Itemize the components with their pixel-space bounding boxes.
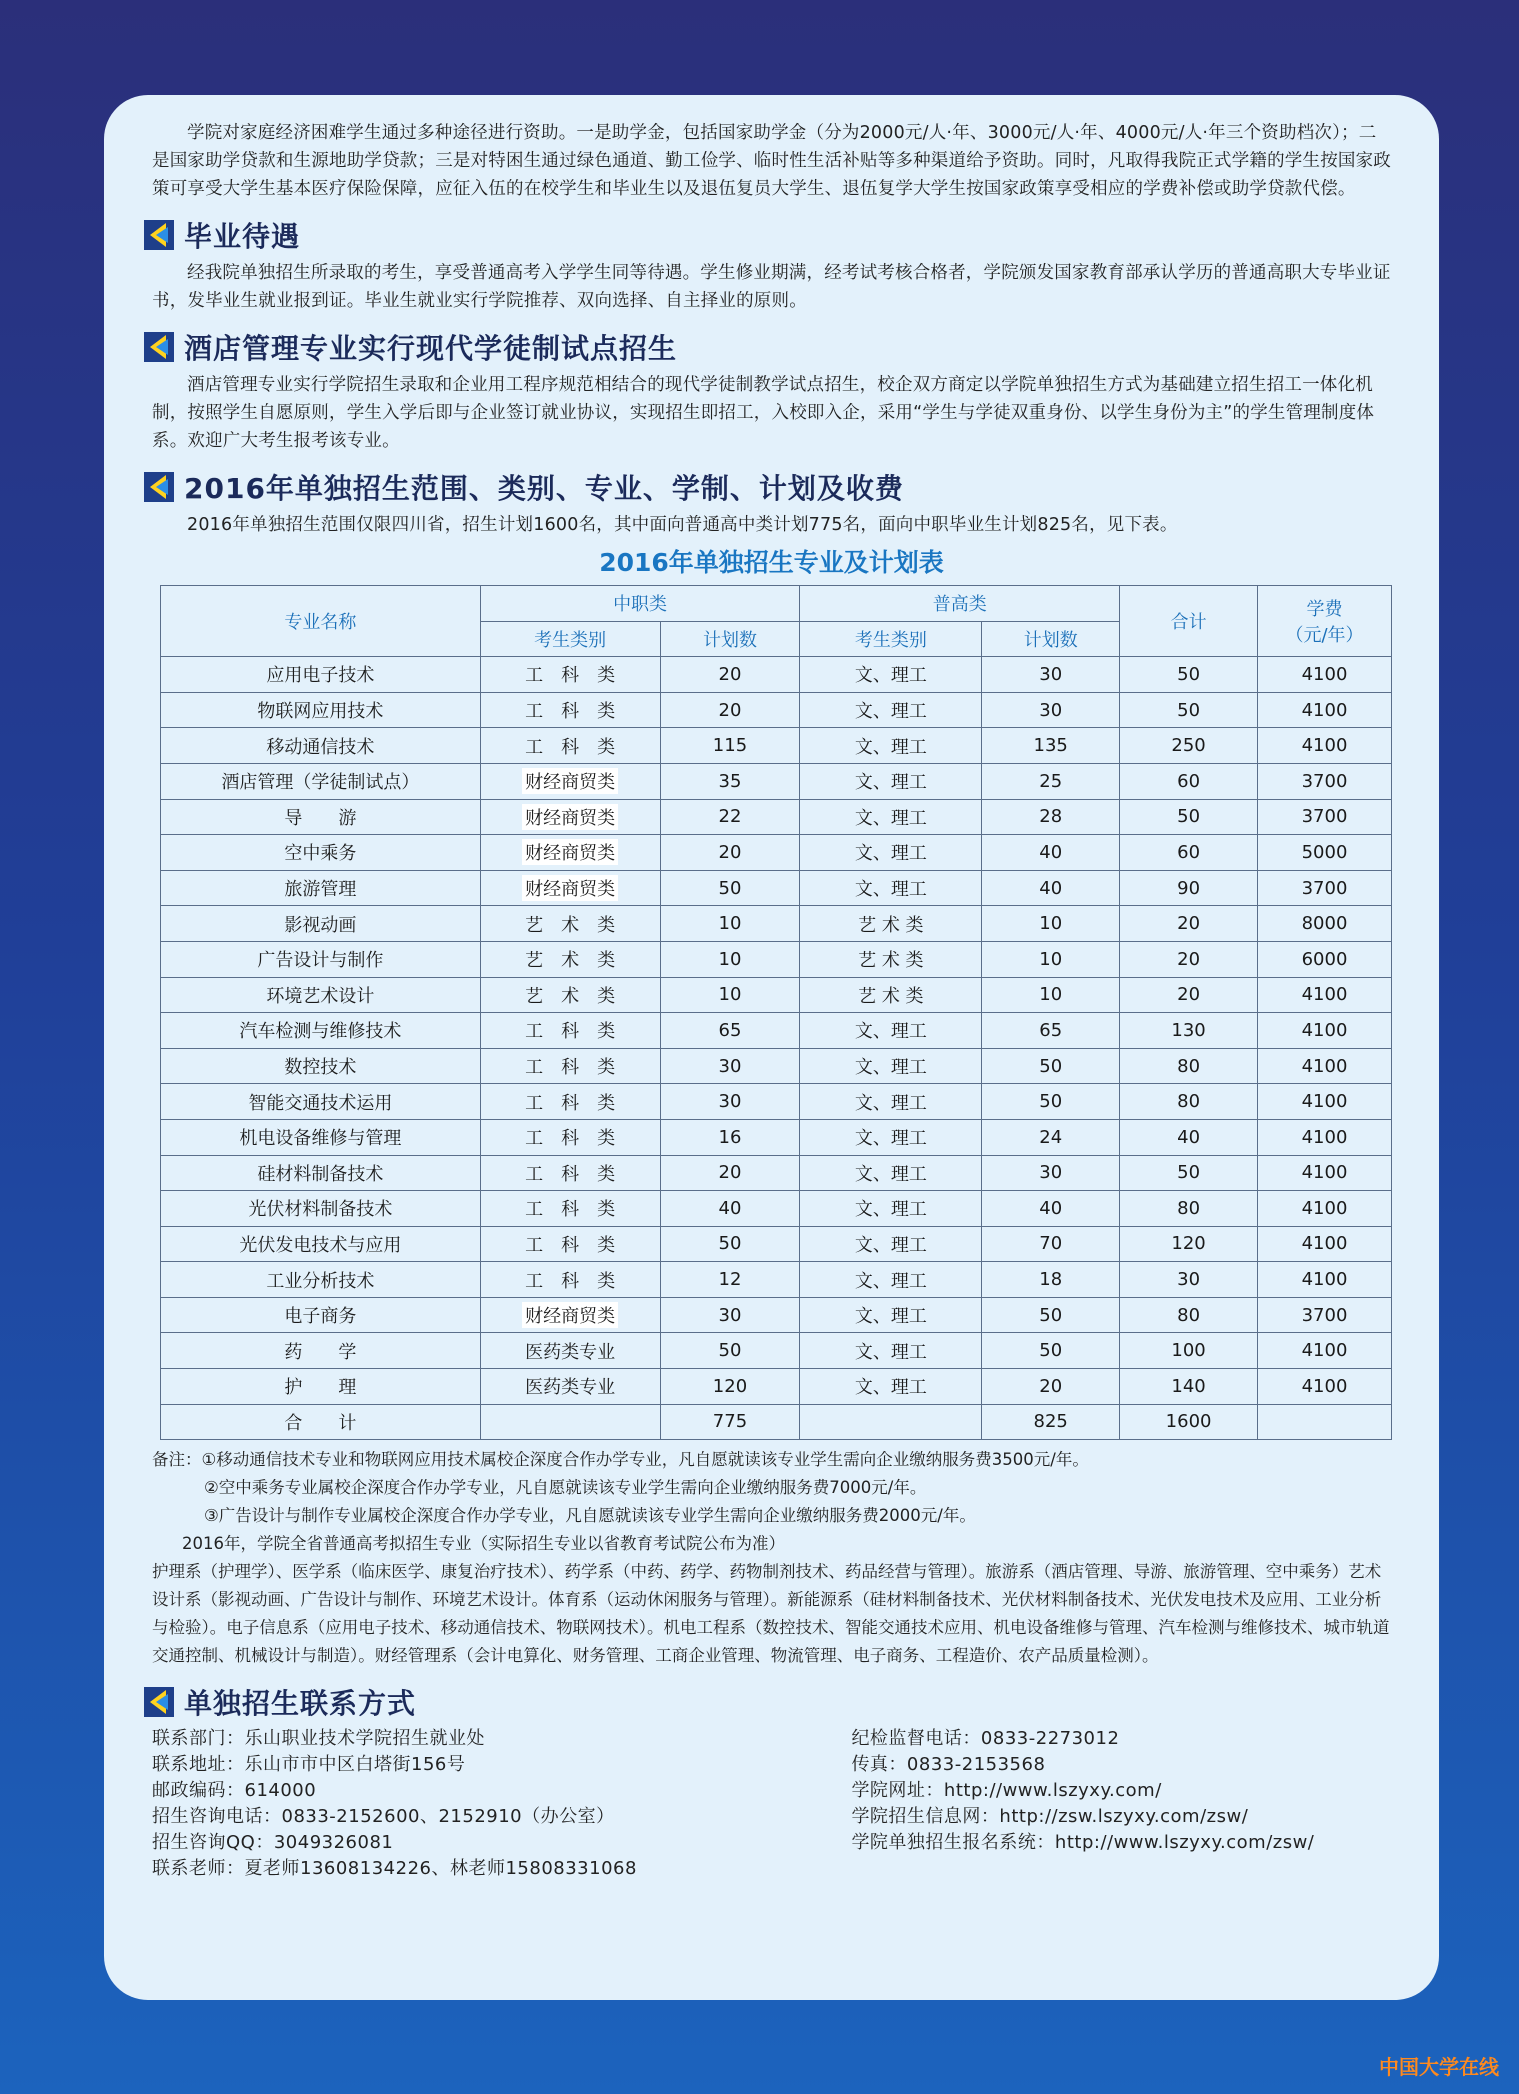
g-category-cell: 文、理工	[800, 1155, 982, 1191]
contact-line: 联系老师：夏老师13608134226、林老师15808331068	[152, 1858, 637, 1880]
enrollment-plan-table	[160, 585, 1392, 1440]
total-cell: 50	[1120, 799, 1258, 835]
fee-cell: 3700	[1258, 870, 1392, 906]
g-category-cell: 文、理工	[800, 835, 982, 871]
g-category-cell: 文、理工	[800, 728, 982, 764]
g-plan-cell: 50	[982, 1297, 1120, 1333]
major-cell: 电子商务	[161, 1297, 481, 1333]
section-contact-header	[144, 1684, 1391, 1720]
g-category-cell: 文、理工	[800, 763, 982, 799]
major-cell: 智能交通技术运用	[161, 1084, 481, 1120]
fee-cell: 4100	[1258, 692, 1392, 728]
category-label: 艺 术 类	[525, 985, 616, 1007]
scope-paragraph: 2016年单独招生范围仅限四川省，招生计划1600名，其中面向普通高中类计划775名，面向中职毕业生计划825名，见下表。	[187, 515, 1178, 535]
header-general: 普高类	[800, 586, 1120, 622]
notes-block	[152, 1446, 1391, 1670]
section-arrow-icon	[144, 472, 174, 502]
watermark-logo: 中国大学在线	[1379, 2055, 1499, 2079]
v-category-cell	[480, 1119, 660, 1155]
v-plan-cell: 30	[660, 1297, 800, 1333]
table-row	[161, 1333, 1392, 1369]
v-category-cell	[480, 906, 660, 942]
total-cell: 50	[1120, 1155, 1258, 1191]
total-cell: 60	[1120, 835, 1258, 871]
v-plan-cell: 20	[660, 692, 800, 728]
g-plan-cell: 30	[982, 657, 1120, 693]
total-cell: 140	[1120, 1369, 1258, 1405]
hotel-paragraph: 酒店管理专业实行学院招生录取和企业用工程序规范相结合的现代学徒制教学试点招生，校企双方商定以学院单独招生方式为基础建立招生招工一体化机制，按照学生自愿原则，学生入学后即与企业签订就业协议，实现招生即招工，入校即入企，采用“学生与学徒双重身份、以学生身份为主”的学生管理制度体系。欢迎广大考生报考该专业。	[152, 375, 1375, 451]
total-cell: 80	[1120, 1191, 1258, 1227]
category-label: 财经商贸类	[522, 839, 618, 865]
v-category-cell	[480, 1226, 660, 1262]
major-cell: 光伏材料制备技术	[161, 1191, 481, 1227]
category-label: 财经商贸类	[522, 768, 618, 794]
v-category-cell	[480, 1084, 660, 1120]
header-fee-unit: （元/年）	[1285, 625, 1364, 647]
total-cell: 30	[1120, 1262, 1258, 1298]
total-g-plan: 825	[982, 1404, 1120, 1440]
table-body	[161, 657, 1392, 1404]
v-category-cell	[480, 728, 660, 764]
contact-link[interactable]: 学院招生信息网：http://zsw.lszyxy.com/zsw/	[851, 1806, 1249, 1828]
v-category-cell	[480, 1333, 660, 1369]
v-category-cell	[480, 1262, 660, 1298]
total-fee	[1258, 1404, 1392, 1440]
table-row	[161, 977, 1392, 1013]
g-category-cell: 文、理工	[800, 1084, 982, 1120]
g-plan-cell: 24	[982, 1119, 1120, 1155]
major-cell: 药 学	[161, 1333, 481, 1369]
g-category-cell: 艺 术 类	[800, 977, 982, 1013]
total-cell: 90	[1120, 870, 1258, 906]
category-label: 艺 术 类	[525, 914, 616, 936]
g-category-cell: 文、理工	[800, 1191, 982, 1227]
major-cell: 酒店管理（学徒制试点）	[161, 763, 481, 799]
category-label: 工 科 类	[525, 701, 616, 723]
total-sum: 1600	[1120, 1404, 1258, 1440]
section-scope-header	[144, 469, 1391, 505]
total-cell: 40	[1120, 1119, 1258, 1155]
table-row	[161, 1119, 1392, 1155]
g-category-cell: 文、理工	[800, 692, 982, 728]
header-g-category: 考生类别	[800, 621, 982, 657]
fee-cell: 5000	[1258, 835, 1392, 871]
contact-line: 邮政编码：614000	[152, 1780, 317, 1802]
total-cell: 80	[1120, 1084, 1258, 1120]
v-plan-cell: 10	[660, 941, 800, 977]
contact-right-column	[851, 1726, 1391, 1882]
fee-cell: 4100	[1258, 1084, 1392, 1120]
major-cell: 护 理	[161, 1369, 481, 1405]
major-cell: 机电设备维修与管理	[161, 1119, 481, 1155]
table-row	[161, 835, 1392, 871]
g-category-cell: 文、理工	[800, 1369, 982, 1405]
content-panel	[104, 95, 1439, 2000]
contact-line: 招生咨询电话：0833-2152600、2152910（办公室）	[152, 1806, 615, 1828]
g-plan-cell: 10	[982, 941, 1120, 977]
v-category-cell	[480, 941, 660, 977]
header-v-plan: 计划数	[660, 621, 800, 657]
category-label: 工 科 类	[525, 1128, 616, 1150]
major-cell: 导 游	[161, 799, 481, 835]
section-graduation-header	[144, 217, 1391, 253]
fee-cell: 3700	[1258, 1297, 1392, 1333]
major-cell: 硅材料制备技术	[161, 1155, 481, 1191]
g-plan-cell: 50	[982, 1048, 1120, 1084]
total-cell: 60	[1120, 763, 1258, 799]
contact-left-column	[152, 1726, 851, 1882]
major-cell: 工业分析技术	[161, 1262, 481, 1298]
v-category-cell	[480, 1013, 660, 1049]
g-plan-cell: 50	[982, 1333, 1120, 1369]
table-row	[161, 941, 1392, 977]
g-plan-cell: 18	[982, 1262, 1120, 1298]
major-cell: 移动通信技术	[161, 728, 481, 764]
v-category-cell	[480, 835, 660, 871]
v-plan-cell: 20	[660, 835, 800, 871]
total-cell: 250	[1120, 728, 1258, 764]
intro-paragraph: 学院对家庭经济困难学生通过多种途径进行资助。一是助学金，包括国家助学金（分为2000元/人·年、3000元/人·年、4000元/人·年三个资助档次）；二是国家助学贷款和生源地助学贷款；三是对特困生通过绿色通道、勤工俭学、临时性生活补贴等多种渠道给予资助。同时，凡取得我院正式学籍的学生按国家政策可享受大学生基本医疗保险保障，应征入伍的在校学生和毕业生以及退伍复员大学生、退伍复学大学生按国家政策享受相应的学费补偿或助学贷款代偿。	[152, 123, 1391, 199]
header-major: 专业名称	[161, 586, 481, 657]
category-label: 财经商贸类	[522, 1302, 618, 1328]
table-row	[161, 1262, 1392, 1298]
v-plan-cell: 30	[660, 1048, 800, 1084]
g-plan-cell: 20	[982, 1369, 1120, 1405]
table-title: 2016年单独招生专业及计划表	[599, 548, 944, 577]
major-cell: 物联网应用技术	[161, 692, 481, 728]
v-plan-cell: 40	[660, 1191, 800, 1227]
v-plan-cell: 50	[660, 1226, 800, 1262]
section-title: 酒店管理专业实行现代学徒制试点招生	[184, 332, 678, 365]
fee-cell: 3700	[1258, 799, 1392, 835]
graduation-paragraph: 经我院单独招生所录取的考生，享受普通高考入学学生同等待遇。学生修业期满，经考试考核合格者，学院颁发国家教育部承认学历的普通高职大专毕业证书，发毕业生就业报到证。毕业生就业实行学院推荐、双向选择、自主择业的原则。	[152, 263, 1391, 311]
v-category-cell	[480, 657, 660, 693]
fee-cell: 4100	[1258, 1262, 1392, 1298]
g-plan-cell: 30	[982, 692, 1120, 728]
table-row	[161, 728, 1392, 764]
table-row	[161, 870, 1392, 906]
contact-line: 招生咨询QQ：3049326081	[152, 1832, 394, 1854]
total-cell: 50	[1120, 657, 1258, 693]
table-row	[161, 1048, 1392, 1084]
header-total: 合计	[1120, 586, 1258, 657]
table-row	[161, 657, 1392, 693]
major-cell: 应用电子技术	[161, 657, 481, 693]
section-title: 单独招生联系方式	[184, 1687, 417, 1721]
g-plan-cell: 40	[982, 870, 1120, 906]
contact-line: 传真：0833-2153568	[851, 1754, 1046, 1776]
fee-cell: 4100	[1258, 1048, 1392, 1084]
major-cell: 影视动画	[161, 906, 481, 942]
category-label: 工 科 类	[525, 665, 616, 687]
note-3: ③广告设计与制作专业属校企深度合作办学专业，凡自愿就读该专业学生需向企业缴纳服务费2000元/年。	[204, 1506, 976, 1526]
fee-cell: 4100	[1258, 1226, 1392, 1262]
g-plan-cell: 25	[982, 763, 1120, 799]
contact-link[interactable]: 学院网址：http://www.lszyxy.com/	[851, 1780, 1162, 1802]
category-label: 工 科 类	[525, 1021, 616, 1043]
g-plan-cell: 50	[982, 1084, 1120, 1120]
total-cell: 20	[1120, 977, 1258, 1013]
section-title: 2016年单独招生范围、类别、专业、学制、计划及收费	[184, 472, 904, 505]
total-v-plan: 775	[660, 1404, 800, 1440]
v-plan-cell: 50	[660, 870, 800, 906]
v-plan-cell: 16	[660, 1119, 800, 1155]
v-category-cell	[480, 1048, 660, 1084]
g-category-cell: 文、理工	[800, 1119, 982, 1155]
g-plan-cell: 28	[982, 799, 1120, 835]
note-2: ②空中乘务专业属校企深度合作办学专业，凡自愿就读该专业学生需向企业缴纳服务费7000元/年。	[204, 1478, 927, 1498]
g-plan-cell: 135	[982, 728, 1120, 764]
header-vocational: 中职类	[480, 586, 800, 622]
category-label: 工 科 类	[525, 1163, 616, 1185]
section-arrow-icon	[144, 220, 174, 250]
v-category-cell	[480, 1369, 660, 1405]
header-g-plan: 计划数	[982, 621, 1120, 657]
g-category-cell: 文、理工	[800, 799, 982, 835]
table-total-row	[161, 1404, 1392, 1440]
total-cell: 20	[1120, 941, 1258, 977]
v-plan-cell: 50	[660, 1333, 800, 1369]
v-category-cell	[480, 799, 660, 835]
v-category-cell	[480, 1155, 660, 1191]
v-category-cell	[480, 977, 660, 1013]
v-plan-cell: 10	[660, 977, 800, 1013]
v-category-cell	[480, 870, 660, 906]
fee-cell: 4100	[1258, 1155, 1392, 1191]
v-category-cell	[480, 692, 660, 728]
v-plan-cell: 115	[660, 728, 800, 764]
major-cell: 广告设计与制作	[161, 941, 481, 977]
total-cell: 20	[1120, 906, 1258, 942]
v-plan-cell: 120	[660, 1369, 800, 1405]
table-row	[161, 799, 1392, 835]
v-plan-cell: 65	[660, 1013, 800, 1049]
g-category-cell: 艺 术 类	[800, 941, 982, 977]
category-label: 工 科 类	[525, 1270, 616, 1292]
g-plan-cell: 70	[982, 1226, 1120, 1262]
section-hotel-header	[144, 329, 1391, 365]
major-cell: 空中乘务	[161, 835, 481, 871]
g-plan-cell: 65	[982, 1013, 1120, 1049]
total-cell: 100	[1120, 1333, 1258, 1369]
major-cell: 汽车检测与维修技术	[161, 1013, 481, 1049]
section-arrow-icon	[144, 1687, 174, 1717]
v-category-cell	[480, 1297, 660, 1333]
major-cell: 光伏发电技术与应用	[161, 1226, 481, 1262]
category-label: 财经商贸类	[522, 875, 618, 901]
section-arrow-icon	[144, 332, 174, 362]
note-1: 备注：①移动通信技术专业和物联网应用技术属校企深度合作办学专业，凡自愿就读该专业学生需向企业缴纳服务费3500元/年。	[152, 1450, 1089, 1470]
fee-cell: 8000	[1258, 906, 1392, 942]
g-plan-cell: 30	[982, 1155, 1120, 1191]
g-category-cell: 文、理工	[800, 870, 982, 906]
contact-line: 纪检监督电话：0833-2273012	[851, 1728, 1120, 1750]
table-row	[161, 1369, 1392, 1405]
table-row	[161, 1226, 1392, 1262]
fee-cell: 4100	[1258, 1119, 1392, 1155]
category-label: 财经商贸类	[522, 804, 618, 830]
category-label: 艺 术 类	[525, 950, 616, 972]
total-g-cat	[800, 1404, 982, 1440]
total-cell: 120	[1120, 1226, 1258, 1262]
fee-cell: 3700	[1258, 763, 1392, 799]
section-title: 毕业待遇	[184, 220, 301, 253]
category-label: 工 科 类	[525, 1092, 616, 1114]
contact-line: 联系部门：乐山职业技术学院招生就业处	[152, 1728, 485, 1750]
header-v-category: 考生类别	[480, 621, 660, 657]
v-plan-cell: 30	[660, 1084, 800, 1120]
v-plan-cell: 35	[660, 763, 800, 799]
category-label: 工 科 类	[525, 1234, 616, 1256]
g-plan-cell: 40	[982, 1191, 1120, 1227]
fee-cell: 4100	[1258, 657, 1392, 693]
g-category-cell: 文、理工	[800, 1048, 982, 1084]
v-category-cell	[480, 763, 660, 799]
fee-cell: 6000	[1258, 941, 1392, 977]
table-row	[161, 906, 1392, 942]
g-category-cell: 文、理工	[800, 1262, 982, 1298]
major-cell: 环境艺术设计	[161, 977, 481, 1013]
table-row	[161, 763, 1392, 799]
fee-cell: 4100	[1258, 1013, 1392, 1049]
g-plan-cell: 10	[982, 977, 1120, 1013]
table-row	[161, 1013, 1392, 1049]
contact-info	[152, 1726, 1391, 1882]
fee-cell: 4100	[1258, 1369, 1392, 1405]
v-plan-cell: 10	[660, 906, 800, 942]
total-cell: 80	[1120, 1048, 1258, 1084]
table-row	[161, 1191, 1392, 1227]
g-category-cell: 文、理工	[800, 1333, 982, 1369]
g-category-cell: 艺 术 类	[800, 906, 982, 942]
major-cell: 数控技术	[161, 1048, 481, 1084]
category-label: 医药类专业	[525, 1377, 616, 1399]
g-plan-cell: 10	[982, 906, 1120, 942]
g-category-cell: 文、理工	[800, 657, 982, 693]
header-fee	[1258, 586, 1392, 657]
fee-cell: 4100	[1258, 1191, 1392, 1227]
category-label: 医药类专业	[525, 1341, 616, 1363]
category-label: 工 科 类	[525, 1057, 616, 1079]
total-cell: 80	[1120, 1297, 1258, 1333]
g-category-cell: 文、理工	[800, 1226, 982, 1262]
table-row	[161, 1155, 1392, 1191]
total-cell: 50	[1120, 692, 1258, 728]
v-category-cell	[480, 1191, 660, 1227]
note-5: 护理系（护理学）、医学系（临床医学、康复治疗技术）、药学系（中药、药学、药物制剂技术、药品经营与管理）。旅游系（酒店管理、导游、旅游管理、空中乘务）艺术设计系（影视动画、广告设计与制作、环境艺术设计。体育系（运动休闲服务与管理）。新能源系（硅材料制备技术、光伏材料制备技术、光伏发电技术及应用、工业分析与检验）。电子信息系（应用电子技术、移动通信技术、物联网技术）。机电工程系（数控技术、智能交通技术应用、机电设备维修与管理、汽车检测与维修技术、城市轨道交通控制、机械设计与制造）。财经管理系（会计电算化、财务管理、工商企业管理、物流管理、电子商务、工程造价、农产品质量检测）。	[152, 1562, 1390, 1666]
total-label: 合 计	[161, 1404, 481, 1440]
v-plan-cell: 20	[660, 1155, 800, 1191]
table-row	[161, 1297, 1392, 1333]
fee-cell: 4100	[1258, 977, 1392, 1013]
g-category-cell: 文、理工	[800, 1297, 982, 1333]
g-category-cell: 文、理工	[800, 1013, 982, 1049]
v-plan-cell: 20	[660, 657, 800, 693]
total-cell: 130	[1120, 1013, 1258, 1049]
v-plan-cell: 12	[660, 1262, 800, 1298]
table-row	[161, 692, 1392, 728]
major-cell: 旅游管理	[161, 870, 481, 906]
contact-line: 联系地址：乐山市市中区白塔街156号	[152, 1754, 466, 1776]
v-plan-cell: 22	[660, 799, 800, 835]
fee-cell: 4100	[1258, 1333, 1392, 1369]
g-plan-cell: 40	[982, 835, 1120, 871]
note-4: 2016年，学院全省普通高考拟招生专业（实际招生专业以省教育考试院公布为准）	[182, 1534, 785, 1554]
total-v-cat	[480, 1404, 660, 1440]
table-row	[161, 1084, 1392, 1120]
fee-cell: 4100	[1258, 728, 1392, 764]
header-fee-label: 学费	[1306, 599, 1343, 621]
category-label: 工 科 类	[525, 736, 616, 758]
category-label: 工 科 类	[525, 1199, 616, 1221]
contact-link[interactable]: 学院单独招生报名系统：http://www.lszyxy.com/zsw/	[851, 1832, 1315, 1854]
